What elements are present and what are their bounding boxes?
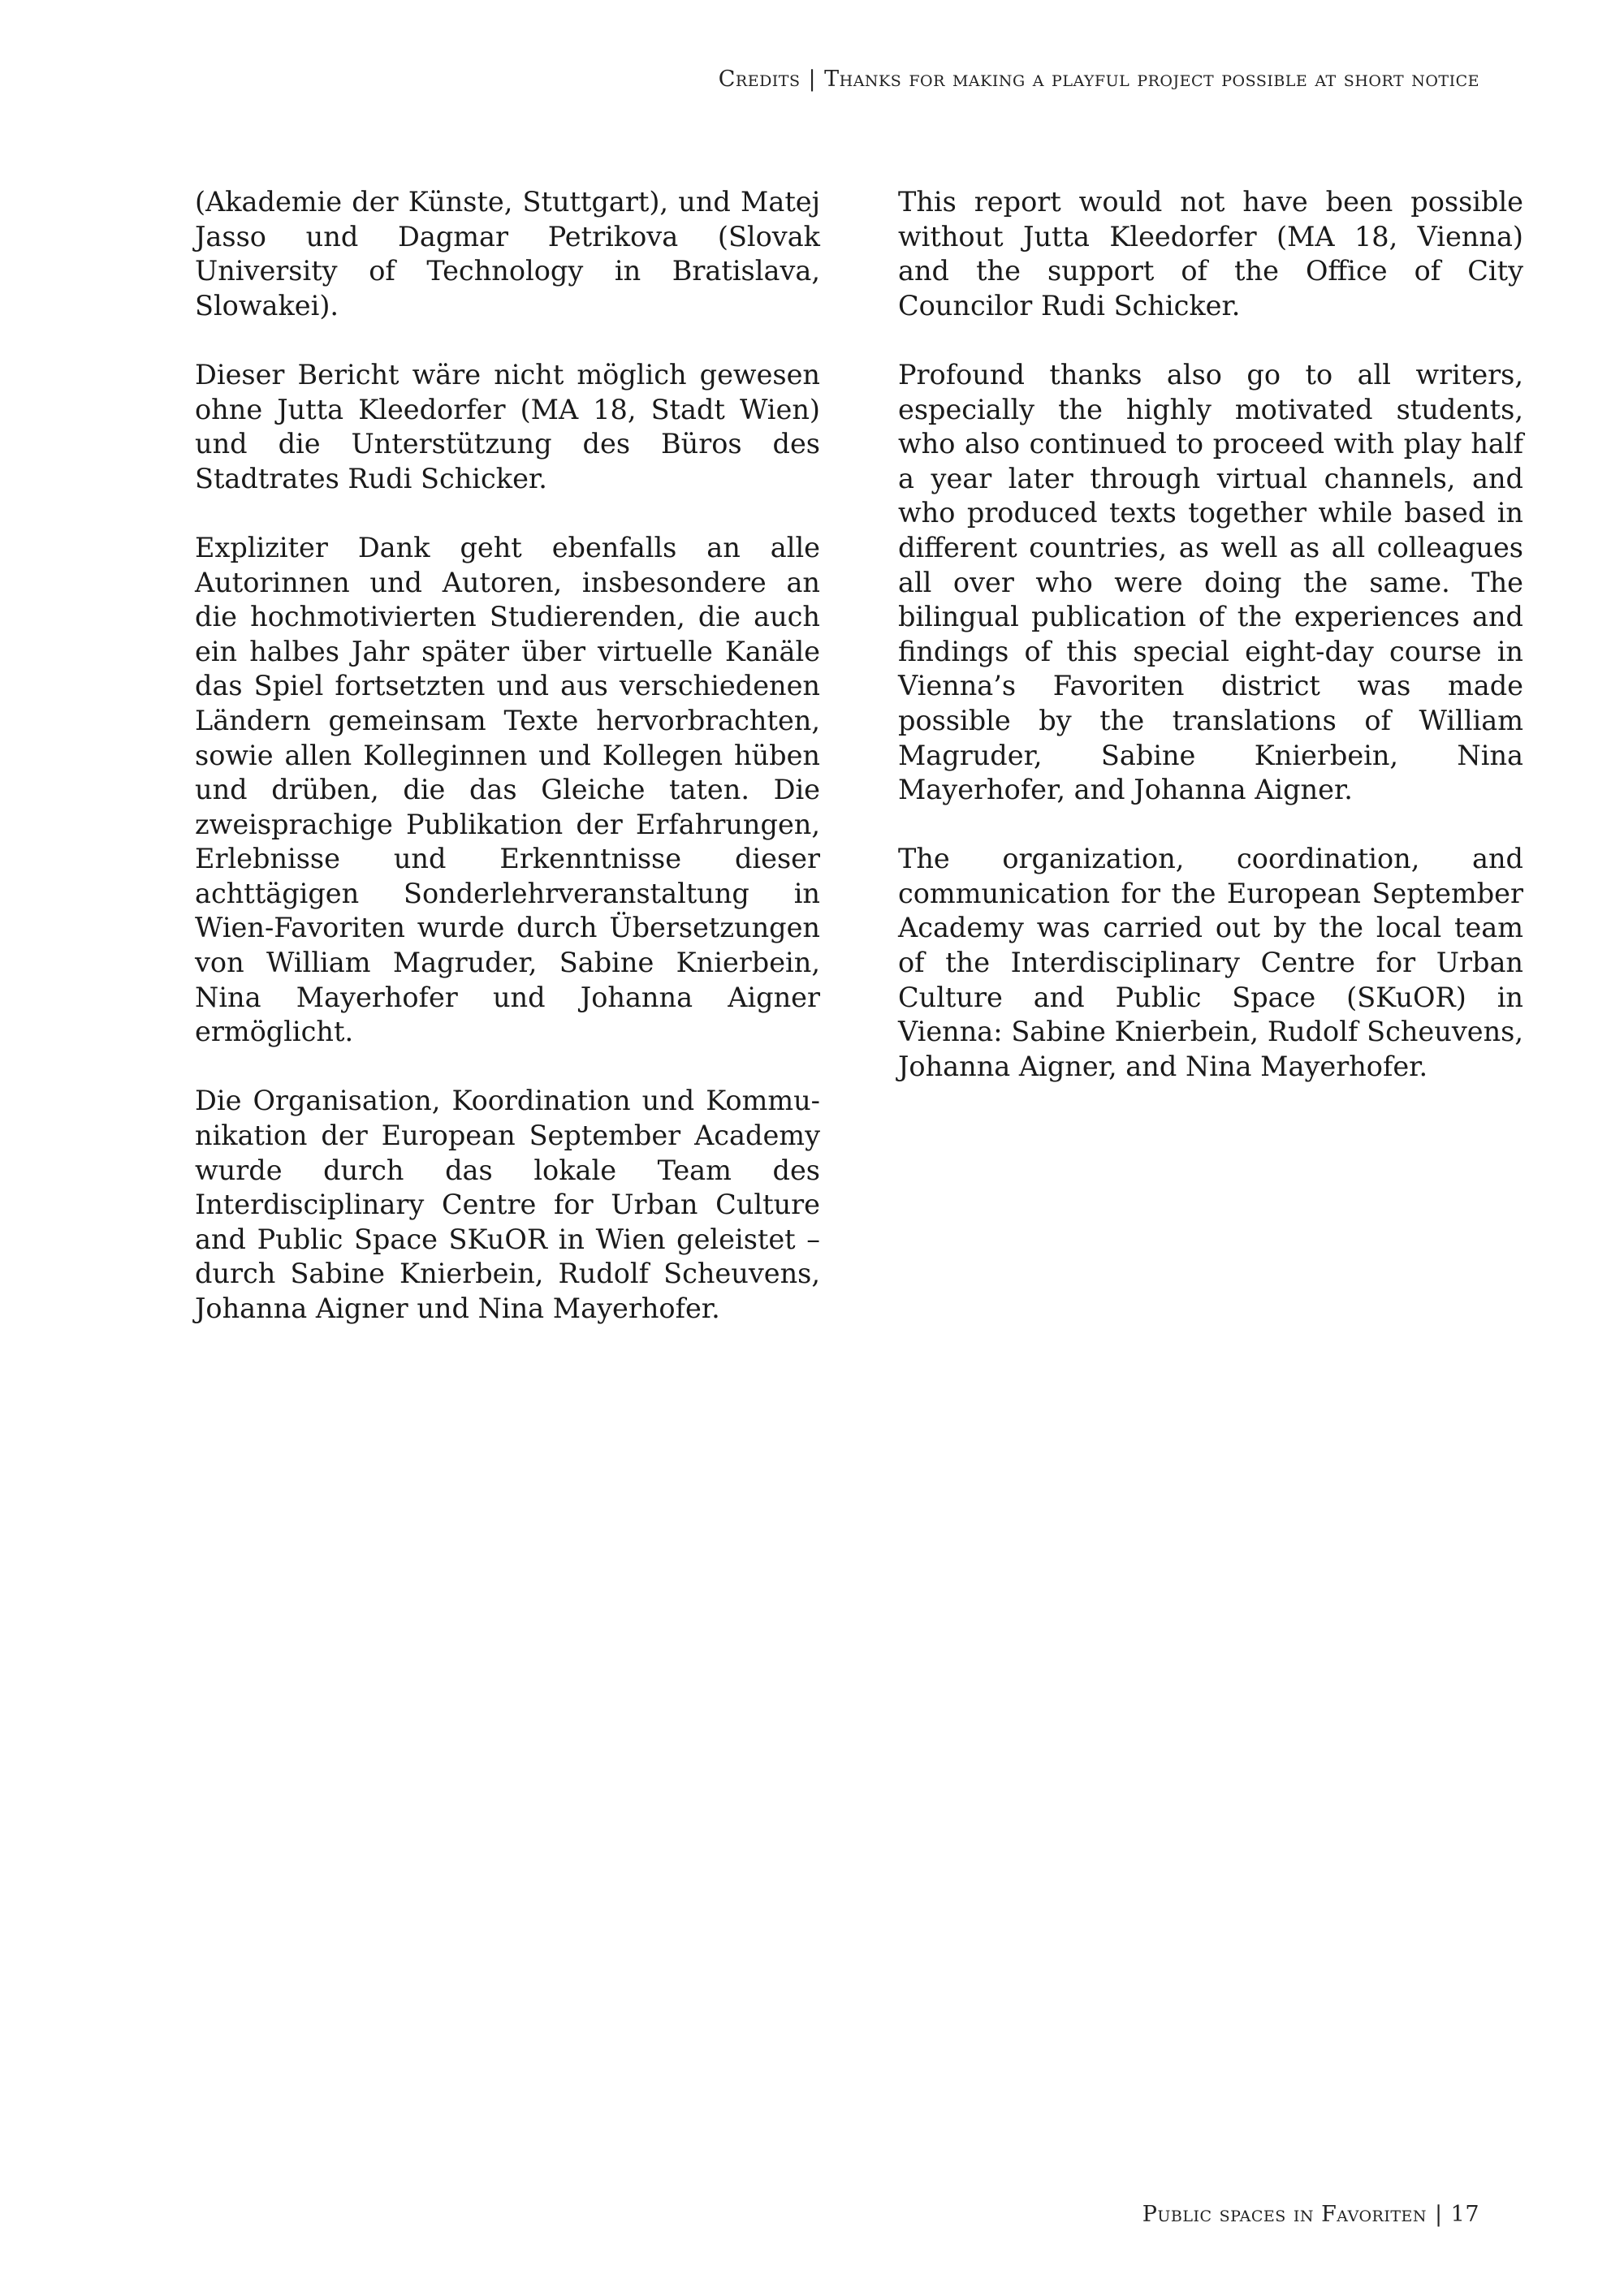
header-section: Credits	[718, 67, 801, 92]
paragraph: The organization, coordination, and communication for the European September Academy was carried out by the local team of the Interdisciplinary Centre for Urban Culture and Public Space (SKuOR) in Vienna: Sabine Knierbein, Rudolf Scheuvens, Johanna Aigner, and Nina Mayerhofer.	[898, 843, 1523, 1082]
header-title: Thanks for making a playful project possible at short notice	[824, 67, 1479, 92]
left-column-german	[195, 185, 820, 1361]
paragraph: Expliziter Dank geht ebenfalls an alle Autorinnen und Autoren, insbesondere an die hochmotivierten Studierenden, die auch ein halbes Jahr später über virtuelle Kanäle das Spiel fortsetzten und aus verschiedenen Ländern gemeinsam Texte hervorbrachten, sowie allen Kolleginnen und Kollegen hüben und drüben, die das Gleiche taten. Die zweisprachige Publikation der Erfahrungen, Erlebnisse und Erkenntnisse dieser achttägigen Sonderlehrveranstaltung in Wien-Favoriten wurde durch Übersetzungen von William Magruder, Sabine Knierbein, Nina Mayerhofer und Johanna Aigner ermöglicht.	[195, 531, 820, 1048]
running-header	[719, 67, 1479, 92]
paragraph: (Akademie der Künste, Stuttgart), und Matej Jasso und Dagmar Petrikova (Slovak University of Technology in Bratislava, Slowakei).	[195, 186, 820, 322]
paragraph: Die Organisation, Koordination und Kommunikation der European September Academy wurde durch das lokale Team des Interdisciplinary Centre for Urban Culture and Public Space SKuOR in Wien geleistet – durch Sabine Knierbein, Rudolf Scheuvens, Johanna Aigner und Nina Mayerhofer.	[195, 1085, 820, 1324]
footer-publication: Public spaces in Favoriten	[1142, 2202, 1427, 2227]
running-footer	[1142, 2202, 1479, 2227]
footer-separator: |	[1435, 2202, 1443, 2227]
paragraph: This report would not have been possible without Jutta Kleedorfer (MA 18, Vienna) and the support of the Office of City Councilor Rudi Schicker.	[898, 186, 1523, 322]
paragraph: Profound thanks also go to all writers, especially the highly motivated students, who also continued to proceed with play half a year later through virtual channels, and who produced texts together while based in different countries, as well as all colleagues all over who were doing the same. The bilingual publication of the experiences and findings of this special eight-day course in Vienna’s Favoriten district was made possible by the translations of William Magruder, Sabine Knierbein, Nina Mayerhofer, and Johanna Aigner.	[898, 358, 1523, 806]
page-number: 17	[1450, 2202, 1479, 2227]
paragraph: Dieser Bericht wäre nicht möglich gewesen ohne Jutta Kleedorfer (MA 18, Stadt Wien) und die Unterstützung des Büros des Stadtrates Rudi Schicker.	[195, 358, 820, 494]
right-column-english	[898, 185, 1523, 1119]
header-separator: |	[808, 67, 817, 92]
